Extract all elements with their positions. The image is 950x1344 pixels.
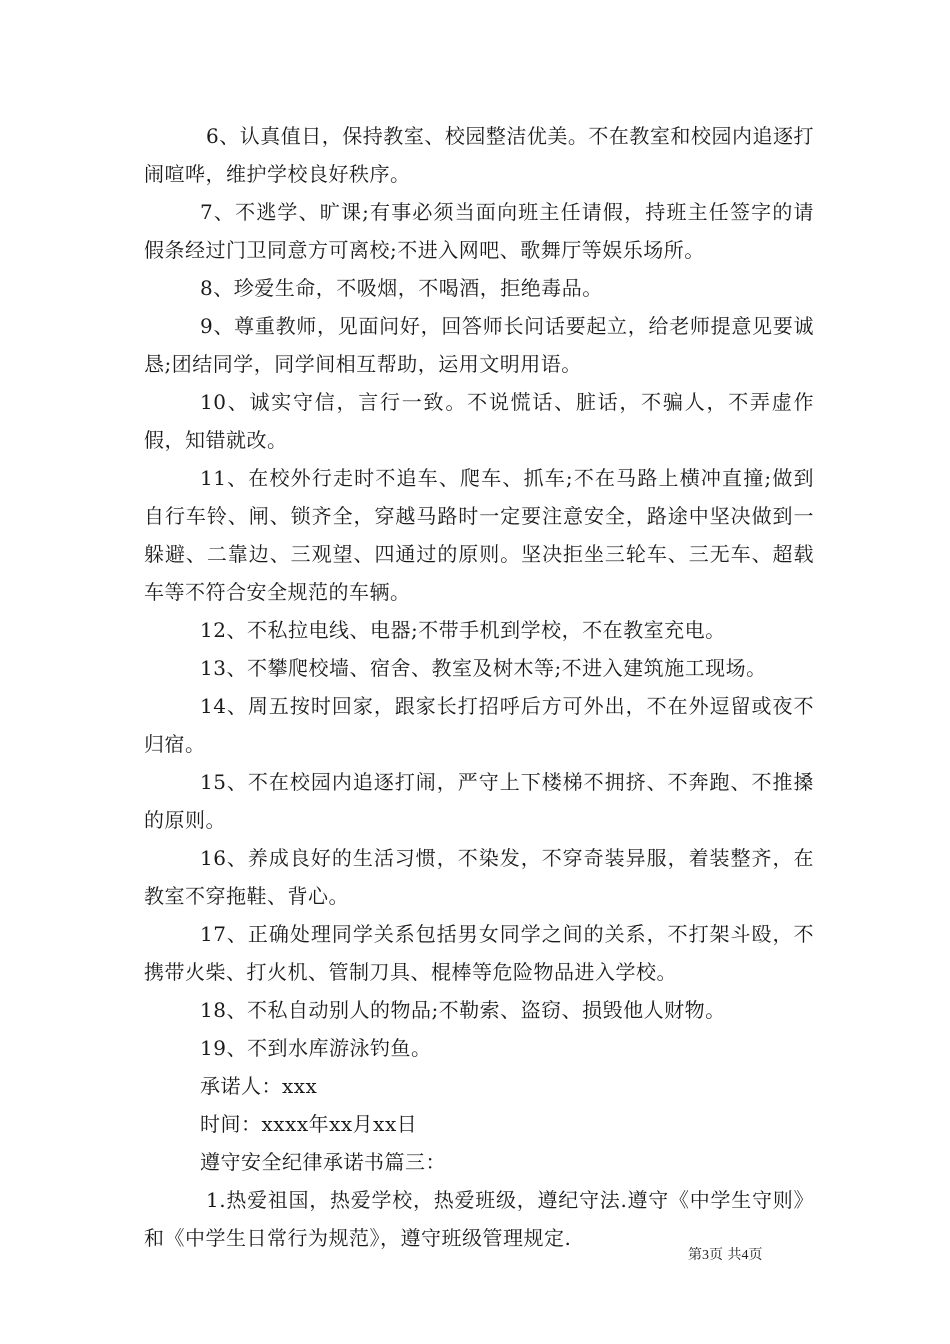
- footer-middle: 页 共: [709, 1247, 742, 1263]
- paragraph-rule-12: 12、不私拉电线、电器;不带手机到学校，不在教室充电。: [200, 618, 726, 642]
- section-heading: 遵守安全纪律承诺书篇三：: [200, 1150, 446, 1174]
- date-line: 时间：xxxx年xx月xx日: [200, 1112, 418, 1136]
- paragraph-rule-17: 17、正确处理同学关系包括男女同学之间的关系，不打架斗殴，不携带火柴、打火机、管制刀具、棍棒等危险物品进入学校。: [144, 922, 814, 984]
- paragraph-rule-15: 15、不在校园内追逐打闹，严守上下楼梯不拥挤、不奔跑、不推搡的原则。: [144, 770, 814, 832]
- page-footer: [688, 1246, 762, 1265]
- paragraph-item-1: 1.热爱祖国，热爱学校，热爱班级，遵纪守法.遵守《中学生守则》和《中学生日常行为规范》，遵守班级管理规定.: [144, 1188, 814, 1250]
- paragraph-rule-9: 9、尊重教师，见面问好，回答师长问话要起立，给老师提意见要诚恳;团结同学，同学间相互帮助，运用文明用语。: [144, 314, 814, 376]
- paragraph-rule-8: 8、珍爱生命，不吸烟，不喝酒，拒绝毒品。: [200, 276, 603, 300]
- document-body: [144, 117, 814, 1257]
- paragraph-rule-19: 19、不到水库游泳钓鱼。: [200, 1036, 432, 1060]
- footer-suffix: 页: [748, 1247, 763, 1263]
- paragraph-rule-16: 16、养成良好的生活习惯，不染发，不穿奇装异服，着装整齐，在教室不穿拖鞋、背心。: [144, 846, 814, 908]
- paragraph-rule-6: 6、认真值日，保持教室、校园整洁优美。不在教室和校园内追逐打闹喧哗，维护学校良好秩序。: [144, 124, 814, 186]
- paragraph-rule-10: 10、诚实守信，言行一致。不说慌话、脏话，不骗人，不弄虚作假，知错就改。: [144, 390, 814, 452]
- paragraph-rule-18: 18、不私自动别人的物品;不勒索、盗窃、损毁他人财物。: [200, 998, 726, 1022]
- paragraph-rule-11: 11、在校外行走时不追车、爬车、抓车;不在马路上横冲直撞;做到自行车铃、闸、锁齐全，穿越马路时一定要注意安全，路途中坚决做到一躲避、二靠边、三观望、四通过的原则。坚决拒坐三轮车、三无车、超载车等不符合安全规范的车辆。: [144, 466, 814, 604]
- current-page-number: 3: [702, 1248, 709, 1263]
- footer-prefix: 第: [688, 1247, 702, 1263]
- paragraph-rule-7: 7、不逃学、旷课;有事必须当面向班主任请假，持班主任签字的请假条经过门卫同意方可离校;不进入网吧、歌舞厅等娱乐场所。: [144, 200, 814, 262]
- paragraph-rule-13: 13、不攀爬校墙、宿舍、教室及树木等;不进入建筑施工现场。: [200, 656, 767, 680]
- total-pages-number: 4: [741, 1248, 749, 1263]
- signatory-line: 承诺人：xxx: [200, 1074, 318, 1098]
- paragraph-rule-14: 14、周五按时回家，跟家长打招呼后方可外出，不在外逗留或夜不归宿。: [144, 694, 814, 756]
